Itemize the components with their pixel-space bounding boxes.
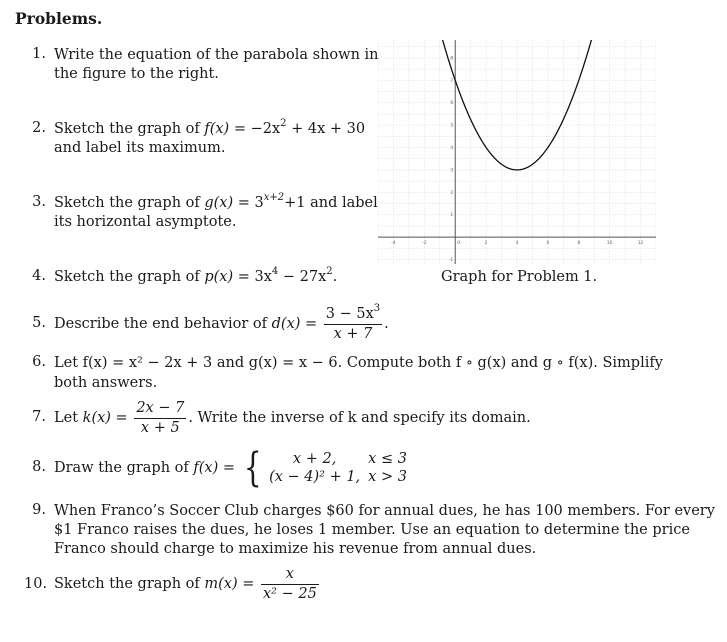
exponent: 4 bbox=[271, 266, 279, 278]
problem-number: 7. bbox=[32, 409, 46, 425]
x-tick-label: -4 bbox=[391, 241, 396, 247]
problem-text bbox=[54, 560, 321, 608]
case-expression: (x − 4)² + 1, bbox=[269, 469, 361, 485]
numerator: x bbox=[261, 566, 319, 585]
exponent: 2 bbox=[280, 118, 287, 130]
problem-text bbox=[54, 120, 365, 139]
math-part: = bbox=[110, 410, 133, 426]
math-part: p(x) bbox=[204, 269, 234, 285]
denominator: x + 7 bbox=[333, 325, 373, 342]
problem-text bbox=[54, 194, 378, 213]
y-tick-label: 5 bbox=[450, 123, 454, 129]
text-part: Draw the graph of bbox=[54, 460, 194, 476]
math-part: = −2x bbox=[229, 121, 281, 137]
y-tick-label: 8 bbox=[450, 56, 454, 62]
denominator: x + 5 bbox=[140, 419, 180, 436]
x-tick-label: 4 bbox=[515, 241, 519, 247]
text-part: +1 and label bbox=[284, 195, 378, 211]
problem-text: Franco should charge to maximize his revenue from annual dues. bbox=[54, 541, 537, 557]
parabola-graph bbox=[378, 40, 656, 264]
text-part: . bbox=[384, 316, 389, 332]
text-part: . Write the inverse of k and specify its domain. bbox=[188, 410, 531, 426]
problem-text bbox=[54, 268, 337, 287]
fraction bbox=[261, 566, 319, 603]
problem-text: When Franco’s Soccer Club charges $60 for annual dues, he has 100 members. For every bbox=[54, 503, 715, 519]
text-part: Sketch the graph of bbox=[54, 121, 205, 137]
case-expression: x + 2, bbox=[292, 451, 337, 467]
math-part: g(x) bbox=[204, 195, 234, 211]
problem-text bbox=[54, 446, 411, 490]
x-tick-label: 10 bbox=[606, 241, 613, 247]
x-tick-label: 8 bbox=[577, 241, 581, 247]
text-part: . bbox=[332, 269, 338, 285]
problem-text bbox=[54, 394, 531, 442]
problem-text: $1 Franco raises the dues, he loses 1 member. Use an equation to determine the price bbox=[54, 522, 690, 538]
exponent: x+2 bbox=[263, 192, 285, 204]
math-part: m(x) bbox=[204, 576, 238, 592]
x-tick-label: 12 bbox=[637, 241, 644, 247]
numerator: 2x − 7 bbox=[134, 400, 186, 419]
text-part: Sketch the graph of bbox=[54, 269, 205, 285]
problem-text: its horizontal asymptote. bbox=[54, 214, 237, 230]
math-part: = 3 bbox=[233, 195, 264, 211]
math-part: = 3x bbox=[233, 269, 272, 285]
problem-text: Let f(x) = x² − 2x + 3 and g(x) = x − 6. Compute both f ∘ g(x) and g ∘ f(x). Simplify bbox=[54, 355, 663, 371]
denominator: x² − 25 bbox=[262, 585, 317, 602]
math-part: − 27x bbox=[278, 269, 327, 285]
problem-number: 5. bbox=[32, 315, 46, 331]
math-part: = bbox=[237, 576, 259, 592]
x-tick-label: 6 bbox=[546, 241, 550, 247]
math-part: k(x) bbox=[82, 410, 111, 426]
math-part: f(x) bbox=[204, 121, 230, 137]
problem-number: 10. bbox=[24, 576, 48, 592]
fraction bbox=[134, 400, 186, 437]
piecewise-cases bbox=[265, 450, 411, 486]
math-part: = bbox=[300, 316, 322, 332]
problem-text: the figure to the right. bbox=[54, 66, 219, 82]
math-part: d(x) bbox=[271, 316, 301, 332]
problem-text: both answers. bbox=[54, 375, 158, 391]
grid bbox=[378, 40, 656, 264]
numerator: 3 − 5x bbox=[325, 305, 374, 322]
x-tick-label: -2 bbox=[422, 241, 427, 247]
math-part: + 4x + 30 bbox=[286, 121, 366, 137]
graph-caption: Graph for Problem 1. bbox=[441, 269, 598, 285]
problem-number: 6. bbox=[32, 354, 46, 370]
page-title: Problems. bbox=[15, 9, 103, 28]
problem-text: Write the equation of the parabola shown in bbox=[54, 47, 379, 63]
math-part: = bbox=[218, 460, 240, 476]
problem-text: and label its maximum. bbox=[54, 140, 226, 156]
y-tick-label: -1 bbox=[448, 258, 454, 264]
y-tick-label: 7 bbox=[450, 78, 454, 84]
math-part: f(x) bbox=[193, 460, 219, 476]
tick-labels bbox=[391, 55, 643, 263]
text-part: Let bbox=[54, 410, 83, 426]
problem-text bbox=[54, 300, 389, 348]
y-tick-label: 6 bbox=[450, 101, 454, 107]
y-tick-label: 4 bbox=[450, 146, 454, 152]
y-tick-label: 2 bbox=[450, 190, 454, 196]
problem-number: 9. bbox=[32, 502, 46, 518]
fraction bbox=[324, 302, 382, 343]
problem-number: 4. bbox=[32, 268, 46, 284]
problem-number: 2. bbox=[32, 120, 46, 136]
text-part: Sketch the graph of bbox=[54, 576, 205, 592]
x-tick-label: 2 bbox=[484, 241, 488, 247]
problem-number: 3. bbox=[32, 194, 46, 210]
left-brace: { bbox=[243, 445, 262, 491]
y-tick-label: 3 bbox=[450, 168, 454, 174]
x-tick-label: 0 bbox=[457, 241, 461, 247]
problem-number: 8. bbox=[32, 459, 46, 475]
exponent: 2 bbox=[326, 266, 333, 278]
text-part: Describe the end behavior of bbox=[54, 316, 272, 332]
case-condition: x > 3 bbox=[368, 469, 407, 485]
y-tick-label: 1 bbox=[450, 213, 454, 219]
text-part: Sketch the graph of bbox=[54, 195, 205, 211]
case-condition: x ≤ 3 bbox=[368, 451, 407, 467]
exponent: 3 bbox=[373, 302, 381, 314]
problem-number: 1. bbox=[32, 46, 46, 62]
